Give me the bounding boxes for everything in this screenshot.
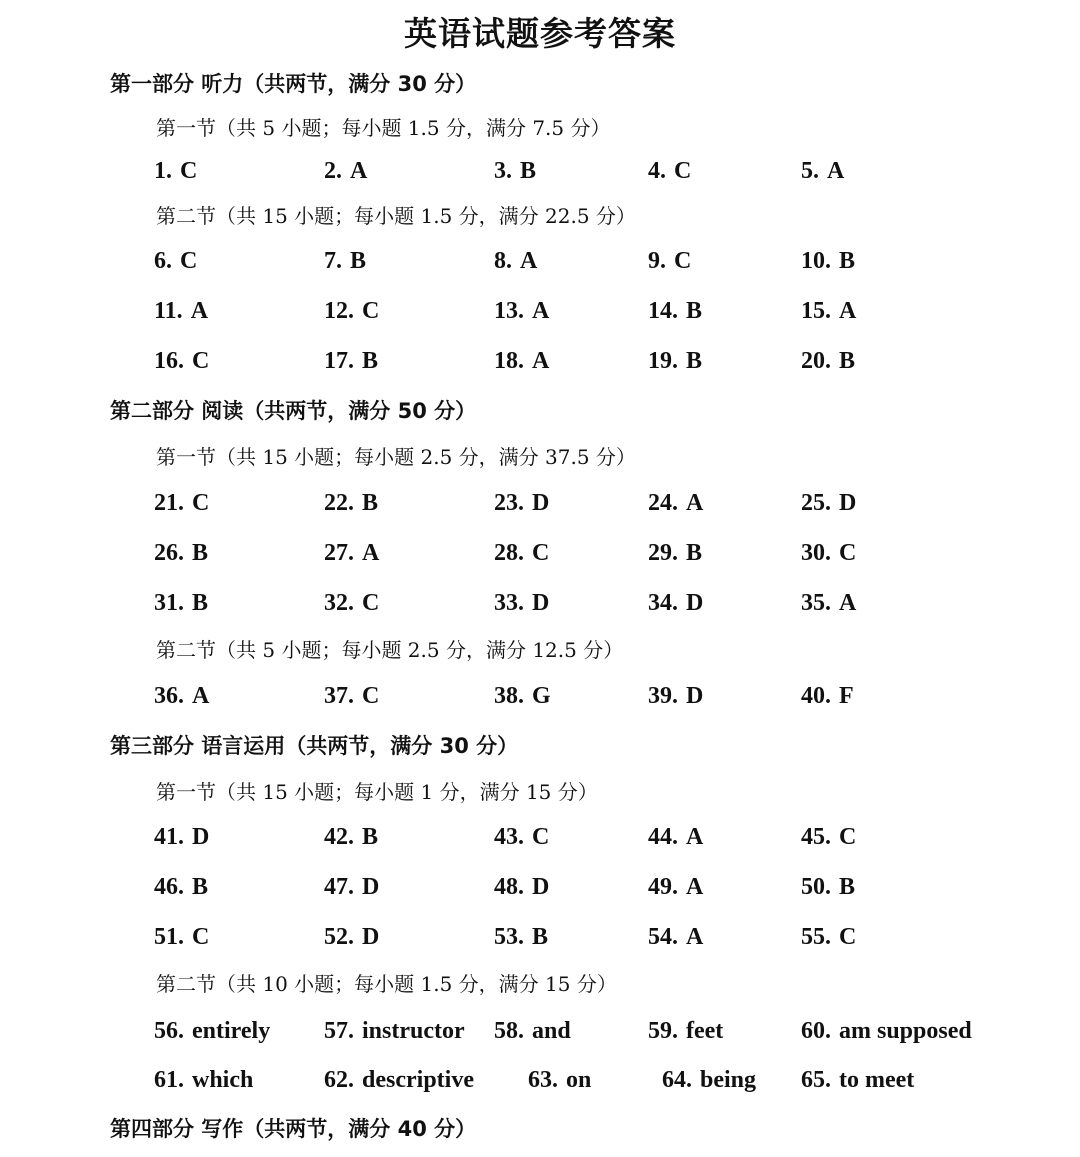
section-heading: 第二节（共 5 小题；每小题 2.5 分，满分 12.5 分） xyxy=(156,638,624,662)
answer-item xyxy=(648,820,703,854)
answer-value: A xyxy=(520,248,538,274)
answer-value: C xyxy=(180,248,198,274)
answer-row xyxy=(0,536,1080,570)
answer-item xyxy=(494,154,536,188)
answer-value: D xyxy=(532,874,550,900)
question-number: 26. xyxy=(154,540,184,566)
answer-item xyxy=(801,679,854,713)
answer-value: A xyxy=(192,683,210,709)
question-number: 5. xyxy=(801,158,819,184)
answer-item xyxy=(648,679,703,713)
answer-value: instructor xyxy=(362,1018,465,1044)
answer-value: A xyxy=(686,924,704,950)
question-number: 24. xyxy=(648,490,678,516)
question-number: 40. xyxy=(801,683,831,709)
answer-item xyxy=(494,679,551,713)
answer-item xyxy=(648,486,703,520)
answer-item xyxy=(154,154,197,188)
answer-row xyxy=(0,344,1080,378)
question-number: 15. xyxy=(801,298,831,324)
answer-item xyxy=(324,536,379,570)
answer-value: F xyxy=(839,683,854,709)
question-number: 46. xyxy=(154,874,184,900)
answer-value: B xyxy=(839,348,856,374)
question-number: 28. xyxy=(494,540,524,566)
answer-item xyxy=(801,344,855,378)
question-number: 39. xyxy=(648,683,678,709)
question-number: 47. xyxy=(324,874,354,900)
question-number: 9. xyxy=(648,248,666,274)
answer-value: D xyxy=(686,683,704,709)
answer-item xyxy=(648,294,702,328)
question-number: 20. xyxy=(801,348,831,374)
answer-value: C xyxy=(362,683,380,709)
question-number: 52. xyxy=(324,924,354,950)
answer-value: B xyxy=(686,540,703,566)
answer-item xyxy=(324,820,378,854)
section-heading: 第一节（共 15 小题；每小题 2.5 分，满分 37.5 分） xyxy=(156,445,636,469)
answer-row xyxy=(0,679,1080,713)
answer-item xyxy=(801,486,856,520)
answer-value: A xyxy=(827,158,845,184)
answer-row xyxy=(0,870,1080,904)
answer-value: descriptive xyxy=(362,1067,474,1093)
answer-item xyxy=(154,344,209,378)
part-heading: 第一部分 听力（共两节，满分 30 分） xyxy=(110,72,477,96)
question-number: 17. xyxy=(324,348,354,374)
answer-value: on xyxy=(566,1067,592,1093)
answer-row xyxy=(0,920,1080,954)
answer-item xyxy=(801,1063,914,1097)
part-heading: 第二部分 阅读（共两节，满分 50 分） xyxy=(110,399,477,423)
answer-item xyxy=(154,244,197,278)
question-number: 3. xyxy=(494,158,512,184)
answer-item xyxy=(324,1014,465,1048)
answer-item xyxy=(648,1014,723,1048)
answer-value: D xyxy=(192,824,210,850)
answer-value: B xyxy=(362,490,379,516)
answer-value: D xyxy=(532,590,550,616)
answer-item xyxy=(324,244,366,278)
answer-value: D xyxy=(532,490,550,516)
answer-row xyxy=(0,1014,1080,1048)
question-number: 22. xyxy=(324,490,354,516)
question-number: 34. xyxy=(648,590,678,616)
answer-item xyxy=(494,870,549,904)
question-number: 14. xyxy=(648,298,678,324)
answer-value: B xyxy=(839,248,856,274)
question-number: 10. xyxy=(801,248,831,274)
answer-item xyxy=(324,294,379,328)
answer-value: which xyxy=(192,1067,254,1093)
answer-item xyxy=(801,244,855,278)
question-number: 25. xyxy=(801,490,831,516)
answer-item xyxy=(648,344,702,378)
answer-value: C xyxy=(192,924,210,950)
question-number: 50. xyxy=(801,874,831,900)
question-number: 16. xyxy=(154,348,184,374)
answer-item xyxy=(154,870,208,904)
answer-value: entirely xyxy=(192,1018,271,1044)
answer-value: A xyxy=(839,590,857,616)
question-number: 42. xyxy=(324,824,354,850)
answer-value: C xyxy=(180,158,198,184)
question-number: 57. xyxy=(324,1018,354,1044)
part-heading: 第三部分 语言运用（共两节，满分 30 分） xyxy=(110,734,519,758)
question-number: 48. xyxy=(494,874,524,900)
answer-value: B xyxy=(192,540,209,566)
question-number: 43. xyxy=(494,824,524,850)
answer-item xyxy=(648,586,703,620)
answer-item xyxy=(324,154,367,188)
answer-value: C xyxy=(674,248,692,274)
answer-value: A xyxy=(532,298,550,324)
answer-value: C xyxy=(192,348,210,374)
answer-item xyxy=(154,294,208,328)
question-number: 55. xyxy=(801,924,831,950)
question-number: 7. xyxy=(324,248,342,274)
answer-item xyxy=(154,536,208,570)
answer-item xyxy=(154,586,208,620)
answer-value: and xyxy=(532,1018,571,1044)
section-heading: 第二节（共 10 小题；每小题 1.5 分，满分 15 分） xyxy=(156,972,617,996)
answer-item xyxy=(324,344,378,378)
question-number: 36. xyxy=(154,683,184,709)
answer-item xyxy=(494,344,549,378)
answer-value: A xyxy=(839,298,857,324)
question-number: 12. xyxy=(324,298,354,324)
question-number: 23. xyxy=(494,490,524,516)
question-number: 4. xyxy=(648,158,666,184)
answer-value: B xyxy=(350,248,367,274)
answer-value: C xyxy=(839,824,857,850)
section-heading: 第一节（共 5 小题；每小题 1.5 分，满分 7.5 分） xyxy=(156,116,611,140)
answer-row xyxy=(0,244,1080,278)
section-heading: 第一节（共 15 小题；每小题 1 分，满分 15 分） xyxy=(156,780,598,804)
answer-item xyxy=(528,1063,591,1097)
question-number: 29. xyxy=(648,540,678,566)
part-heading: 第四部分 写作（共两节，满分 40 分） xyxy=(110,1117,477,1141)
question-number: 56. xyxy=(154,1018,184,1044)
answer-item xyxy=(648,536,702,570)
question-number: 11. xyxy=(154,298,183,324)
answer-item xyxy=(662,1063,756,1097)
question-number: 41. xyxy=(154,824,184,850)
question-number: 8. xyxy=(494,248,512,274)
answer-row xyxy=(0,154,1080,188)
answer-value: A xyxy=(686,824,704,850)
answer-value: A xyxy=(190,298,209,324)
answer-item xyxy=(324,920,379,954)
answer-row xyxy=(0,586,1080,620)
answer-value: am supposed xyxy=(839,1018,972,1044)
answer-item xyxy=(154,679,209,713)
question-number: 61. xyxy=(154,1067,184,1093)
answer-item xyxy=(801,536,856,570)
answer-value: A xyxy=(362,540,380,566)
question-number: 32. xyxy=(324,590,354,616)
answer-value: G xyxy=(532,683,551,709)
answer-value: D xyxy=(362,924,380,950)
answer-item xyxy=(154,920,209,954)
answer-item xyxy=(324,870,379,904)
answer-value: being xyxy=(700,1067,757,1093)
answer-value: D xyxy=(839,490,857,516)
question-number: 63. xyxy=(528,1067,558,1093)
question-number: 19. xyxy=(648,348,678,374)
question-number: 64. xyxy=(662,1067,692,1093)
question-number: 49. xyxy=(648,874,678,900)
question-number: 59. xyxy=(648,1018,678,1044)
answer-row xyxy=(0,486,1080,520)
answer-value: C xyxy=(839,540,857,566)
question-number: 65. xyxy=(801,1067,831,1093)
answer-item xyxy=(494,586,549,620)
answer-item xyxy=(648,920,703,954)
page-title: 英语试题参考答案 xyxy=(404,14,676,53)
question-number: 38. xyxy=(494,683,524,709)
question-number: 54. xyxy=(648,924,678,950)
answer-value: C xyxy=(674,158,692,184)
answer-value: B xyxy=(362,824,379,850)
answer-item xyxy=(801,920,856,954)
question-number: 6. xyxy=(154,248,172,274)
answer-value: C xyxy=(532,824,550,850)
answer-value: feet xyxy=(686,1018,724,1044)
answer-value: C xyxy=(362,590,380,616)
answer-item xyxy=(494,536,549,570)
answer-item xyxy=(801,154,844,188)
answer-item xyxy=(154,486,209,520)
answer-item xyxy=(801,1014,972,1048)
answer-value: A xyxy=(532,348,550,374)
answer-item xyxy=(648,244,691,278)
question-number: 51. xyxy=(154,924,184,950)
answer-item xyxy=(494,294,549,328)
question-number: 18. xyxy=(494,348,524,374)
question-number: 62. xyxy=(324,1067,354,1093)
answer-item xyxy=(494,486,549,520)
answer-item xyxy=(154,1063,253,1097)
answer-item xyxy=(154,820,209,854)
answer-value: D xyxy=(686,590,704,616)
question-number: 53. xyxy=(494,924,524,950)
answer-row xyxy=(0,820,1080,854)
question-number: 2. xyxy=(324,158,342,184)
answer-value: B xyxy=(686,298,703,324)
answer-item xyxy=(494,244,537,278)
answer-item xyxy=(324,679,379,713)
answer-value: B xyxy=(532,924,549,950)
answer-value: B xyxy=(686,348,703,374)
answer-row xyxy=(0,1063,1080,1097)
question-number: 37. xyxy=(324,683,354,709)
question-number: 27. xyxy=(324,540,354,566)
answer-item xyxy=(324,586,379,620)
question-number: 35. xyxy=(801,590,831,616)
question-number: 45. xyxy=(801,824,831,850)
answer-row xyxy=(0,294,1080,328)
answer-item xyxy=(648,870,703,904)
answer-value: C xyxy=(192,490,210,516)
answer-value: D xyxy=(362,874,380,900)
answer-value: A xyxy=(350,158,368,184)
question-number: 30. xyxy=(801,540,831,566)
question-number: 31. xyxy=(154,590,184,616)
question-number: 44. xyxy=(648,824,678,850)
answer-value: B xyxy=(362,348,379,374)
question-number: 60. xyxy=(801,1018,831,1044)
answer-value: B xyxy=(520,158,537,184)
answer-item xyxy=(801,586,856,620)
answer-item xyxy=(324,486,378,520)
question-number: 21. xyxy=(154,490,184,516)
answer-value: A xyxy=(686,874,704,900)
question-number: 58. xyxy=(494,1018,524,1044)
answer-item xyxy=(801,294,856,328)
answer-item xyxy=(801,820,856,854)
answer-value: to meet xyxy=(839,1067,915,1093)
answer-item xyxy=(154,1014,270,1048)
question-number: 13. xyxy=(494,298,524,324)
answer-value: C xyxy=(532,540,550,566)
answer-item xyxy=(324,1063,474,1097)
answer-value: C xyxy=(839,924,857,950)
answer-item xyxy=(801,870,855,904)
answer-value: B xyxy=(839,874,856,900)
answer-value: A xyxy=(686,490,704,516)
answer-item xyxy=(494,1014,571,1048)
answer-item xyxy=(494,920,548,954)
answer-value: B xyxy=(192,874,209,900)
answer-item xyxy=(494,820,549,854)
answer-value: B xyxy=(192,590,209,616)
question-number: 33. xyxy=(494,590,524,616)
answer-value: C xyxy=(362,298,380,324)
question-number: 1. xyxy=(154,158,172,184)
section-heading: 第二节（共 15 小题；每小题 1.5 分，满分 22.5 分） xyxy=(156,204,636,228)
answer-item xyxy=(648,154,691,188)
